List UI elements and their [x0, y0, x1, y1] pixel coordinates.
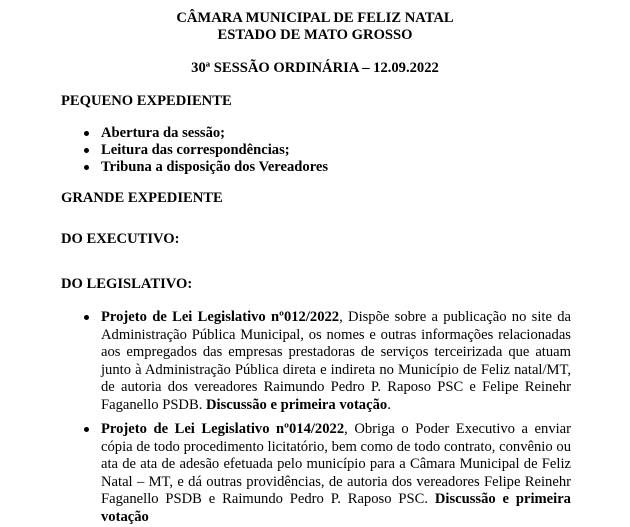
bullet-icon: [84, 148, 89, 153]
session-title: 30ª SESSÃO ORDINÁRIA – 12.09.2022: [191, 60, 439, 76]
list-item: [0, 159, 630, 176]
project-description: , Dispõe sobre a publicação no site da Administração Pública Municipal, os nomes e outras informações relacionadas aos empregados das empresas prestadoras de serviços terceirizada que atuam junto à Administração Pública direta e indireta no Município de Feliz natal/MT, de autoria dos vereadores Raimundo Pedro P. Raposo PSC e Felipe Reinehr Faganello PSDB.: [101, 309, 571, 413]
list-item-text: Abertura da sessão;: [101, 125, 226, 141]
legislative-item: [101, 309, 571, 415]
bullet-icon: [84, 131, 89, 136]
list-item-text: Tribuna a disposição dos Vereadores: [101, 159, 329, 175]
bullet-icon: [84, 427, 89, 432]
bullet-icon: [84, 165, 89, 170]
chamber-title: CÂMARA MUNICIPAL DE FELIZ NATAL: [176, 10, 454, 26]
project-end: .: [387, 396, 391, 413]
project-description: , Obriga o Poder Executivo a enviar cópia de todo procedimento licitatório, bem como de todo contrato, convênio ou ata de ata de adesão efetuada pelo município para a Câmara Municipal de Feliz Natal – MT, e dá outras providências, de autoria dos vereadores Felipe Reinehr Faganello PSDB e Raimundo Pedro P. Raposo PSC.: [101, 421, 572, 508]
project-title: Projeto de Lei Legislativo nº014/2022: [101, 421, 345, 437]
legislative-item: [101, 421, 571, 527]
do-legislativo-heading: DO LEGISLATIVO:: [61, 276, 193, 292]
list-item: [0, 142, 630, 159]
list-item-text: Leitura das correspondências;: [101, 142, 290, 158]
pequeno-expediente-heading: PEQUENO EXPEDIENTE: [61, 93, 232, 109]
project-status: Discussão e primeira votação: [206, 396, 388, 413]
list-item: [0, 125, 630, 142]
bullet-icon: [84, 315, 89, 320]
grande-expediente-heading: GRANDE EXPEDIENTE: [61, 190, 223, 206]
do-executivo-heading: DO EXECUTIVO:: [61, 231, 180, 247]
state-title: ESTADO DE MATO GROSSO: [217, 27, 413, 43]
project-title: Projeto de Lei Legislativo nº012/2022: [101, 309, 340, 325]
project-status: Discussão e primeira votação: [101, 491, 571, 525]
pequeno-expediente-list: [0, 125, 630, 176]
